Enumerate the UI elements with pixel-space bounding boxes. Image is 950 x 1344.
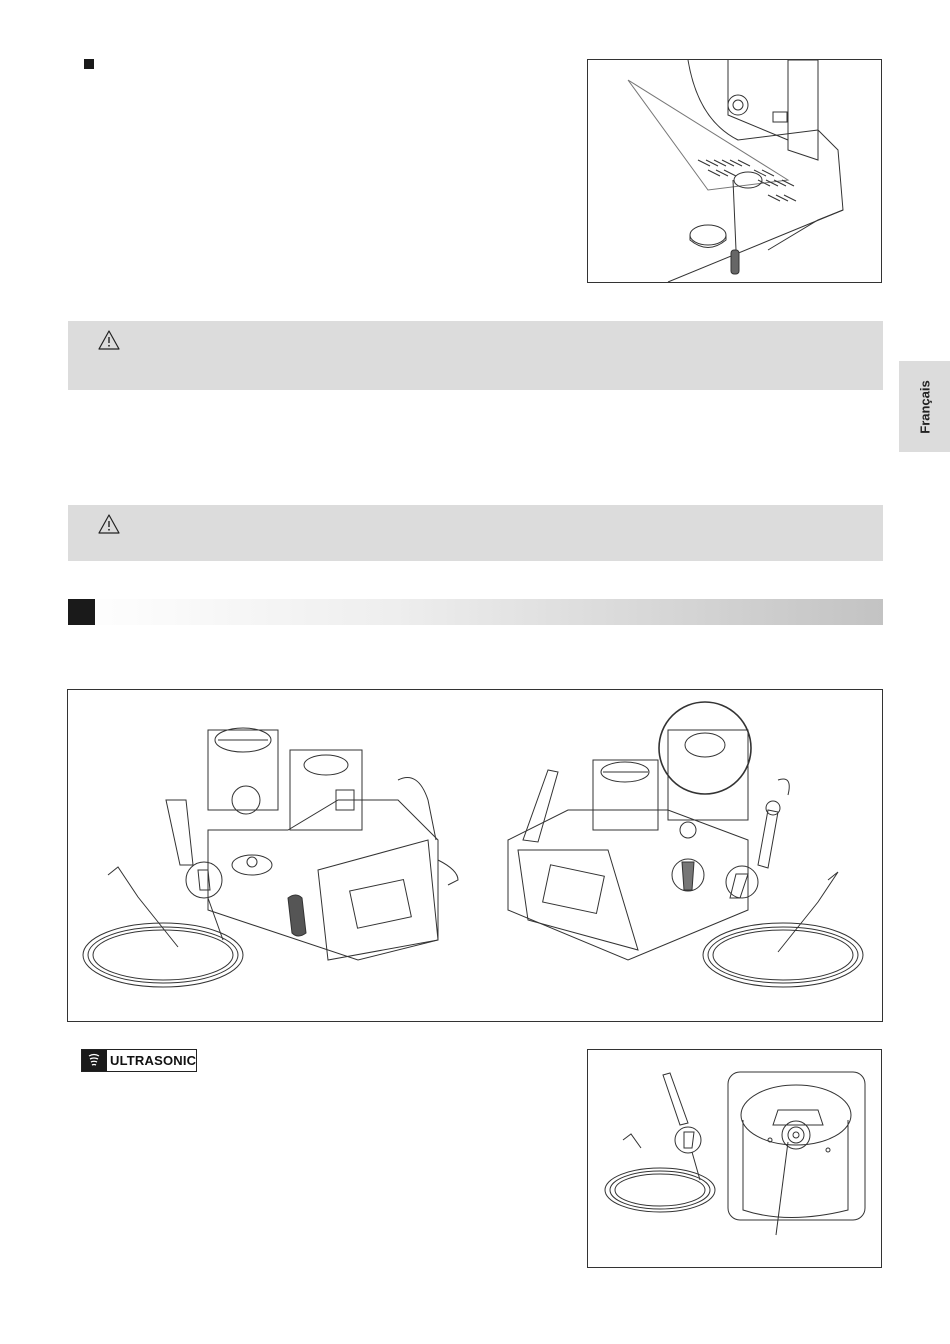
- warning-box-2: [68, 505, 883, 561]
- ultrasonic-wave-icon: [82, 1050, 107, 1071]
- handpiece-connector-illustration: [588, 1050, 881, 1267]
- warning-triangle-icon: [98, 514, 120, 534]
- language-tab-label: Français: [917, 379, 932, 434]
- units-illustration: [68, 690, 882, 1021]
- language-tab[interactable]: [899, 361, 950, 452]
- section-number-block: [68, 599, 95, 625]
- warning-box-1: [68, 321, 883, 390]
- warning-triangle-icon: [98, 330, 120, 350]
- ultrasonic-logo: [81, 1049, 197, 1072]
- figure-screwdriver-drain: [587, 59, 882, 283]
- ultrasonic-logo-text: ULTRASONIC: [110, 1053, 197, 1068]
- figure-handpiece-connector: [587, 1049, 882, 1268]
- section-header-bar: [68, 599, 883, 625]
- figure-units-overview: [67, 689, 883, 1022]
- screwdriver-illustration: [588, 60, 881, 282]
- section-bullet-square: [84, 59, 94, 69]
